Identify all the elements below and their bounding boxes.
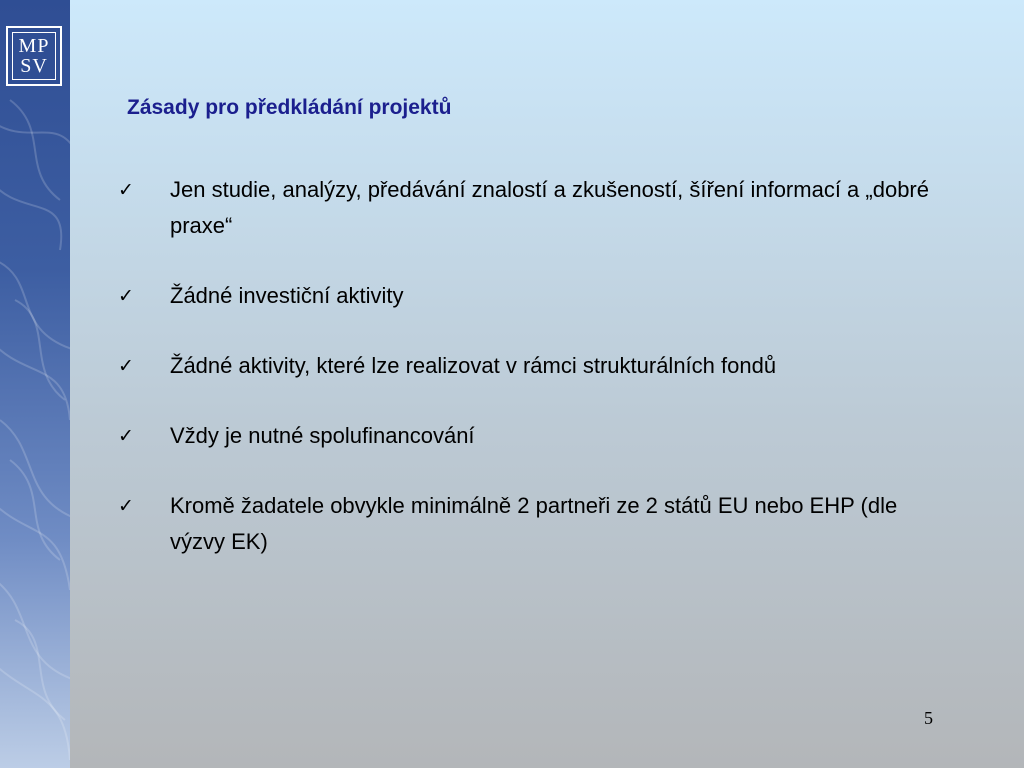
- bullet-item: [118, 172, 938, 244]
- check-icon: ✓: [118, 495, 134, 517]
- bullet-list: [118, 172, 938, 594]
- bullet-item: [118, 488, 938, 560]
- bullet-text: Žádné aktivity, které lze realizovat v rámci strukturálních fondů: [170, 353, 777, 378]
- bullet-text: Vždy je nutné spolufinancování: [170, 423, 475, 448]
- page-number: 5: [924, 708, 933, 728]
- logo-text-line1: MP: [18, 35, 50, 57]
- decorative-pattern: [0, 0, 70, 768]
- mpsv-logo: [6, 26, 62, 86]
- check-icon: ✓: [118, 179, 134, 201]
- slide-title: Zásady pro předkládání projektů: [127, 96, 452, 119]
- check-icon: ✓: [118, 285, 134, 307]
- side-decorative-strip: [0, 0, 70, 768]
- check-icon: ✓: [118, 425, 134, 447]
- bullet-item: [118, 278, 938, 314]
- bullet-item: [118, 348, 938, 384]
- bullet-item: [118, 418, 938, 454]
- bullet-text: Jen studie, analýzy, předávání znalostí a zkušeností, šíření informací a „dobré praxe“: [170, 177, 929, 238]
- bullet-text: Žádné investiční aktivity: [170, 283, 404, 308]
- bullet-text: Kromě žadatele obvykle minimálně 2 partneři ze 2 států EU nebo EHP (dle výzvy EK): [170, 493, 898, 554]
- check-icon: ✓: [118, 355, 134, 377]
- logo-text-line2: SV: [20, 55, 48, 77]
